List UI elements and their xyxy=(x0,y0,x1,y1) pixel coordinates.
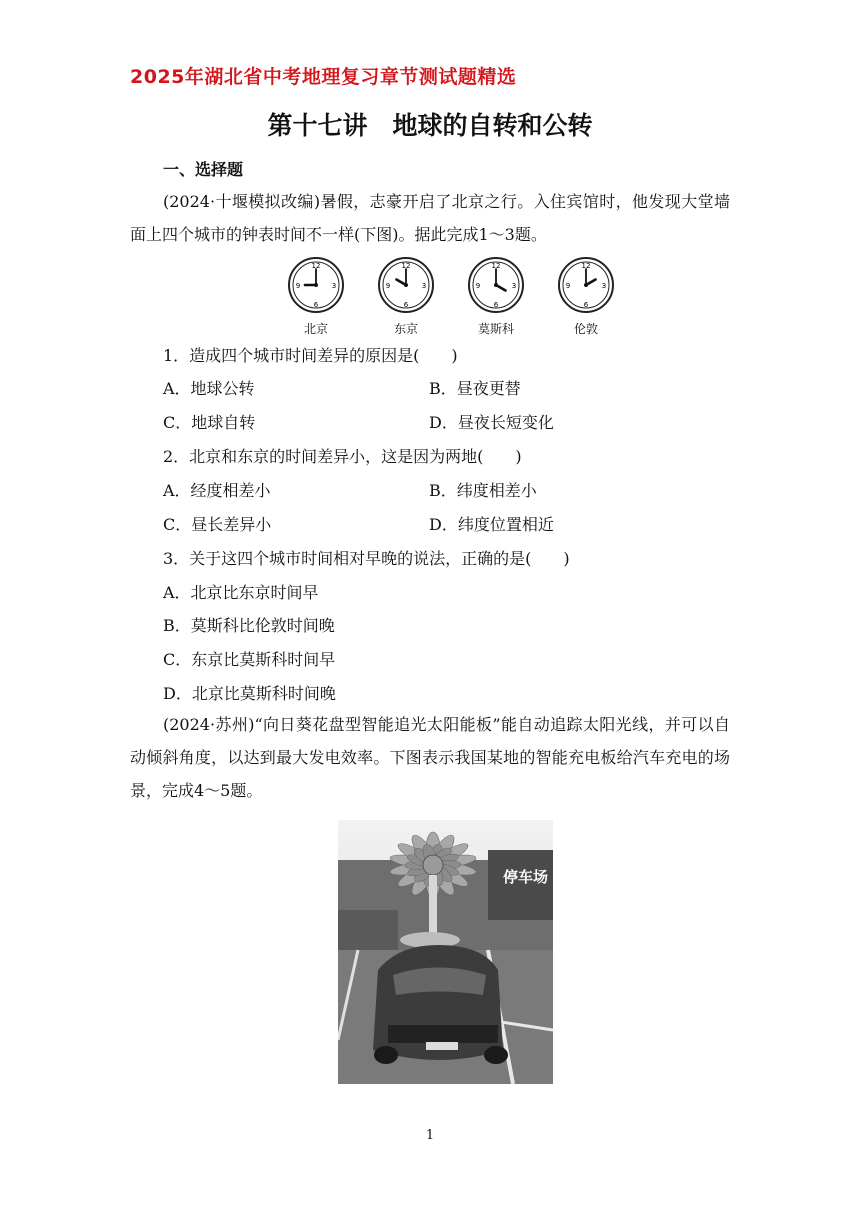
clock-face-icon xyxy=(287,256,345,314)
svg-text:12: 12 xyxy=(401,262,411,270)
svg-text:3: 3 xyxy=(601,282,607,290)
clock-face-icon xyxy=(557,256,615,314)
svg-text:6: 6 xyxy=(583,301,589,309)
question-1-option-a: A．地球公转 xyxy=(163,379,255,398)
solar-charging-photo xyxy=(338,820,553,1084)
question-1-option-b: B．昼夜更替 xyxy=(429,379,521,398)
clock xyxy=(281,256,351,337)
svg-text:6: 6 xyxy=(493,301,499,309)
clock-city-label: 北京 xyxy=(303,322,328,336)
svg-text:6: 6 xyxy=(403,301,409,309)
svg-text:3: 3 xyxy=(331,282,337,290)
question-2-option-d: D．纬度位置相近 xyxy=(429,515,554,534)
clock xyxy=(371,256,441,337)
svg-text:12: 12 xyxy=(491,262,501,270)
svg-text:3: 3 xyxy=(421,282,427,290)
svg-text:3: 3 xyxy=(511,282,517,290)
question-2-option-b: B．纬度相差小 xyxy=(429,481,537,500)
question-2-option-a: A．经度相差小 xyxy=(163,481,271,500)
svg-text:9: 9 xyxy=(565,282,571,290)
question-2-stem: 2．北京和东京的时间差异小，这是因为两地( ) xyxy=(163,447,522,466)
clock-figure xyxy=(281,256,621,336)
question-1-option-d: D．昼夜长短变化 xyxy=(429,413,554,432)
svg-text:12: 12 xyxy=(311,262,321,270)
section-heading: 一、选择题 xyxy=(163,160,244,179)
question-2-option-c: C．昼长差异小 xyxy=(163,515,272,534)
clock-face-icon xyxy=(467,256,525,314)
question-1-stem: 1．造成四个城市时间差异的原因是( ) xyxy=(163,346,458,365)
clock-city-label: 东京 xyxy=(393,322,418,336)
svg-text:9: 9 xyxy=(295,282,301,290)
clock xyxy=(461,256,531,337)
clock xyxy=(551,256,621,337)
question-3-option-b: B．莫斯科比伦敦时间晚 xyxy=(163,616,335,635)
parking-sign-text: 停车场 xyxy=(503,868,549,886)
clock-face-icon xyxy=(377,256,435,314)
svg-text:9: 9 xyxy=(385,282,391,290)
intro-paragraph-1: (2024·十堰模拟改编)暑假，志豪开启了北京之行。入住宾馆时，他发现大堂墙面上四个城市的钟表时间不一样(下图)。据此完成1～3题。 xyxy=(130,192,730,244)
svg-text:6: 6 xyxy=(313,301,319,309)
clock-city-label: 伦敦 xyxy=(573,322,598,336)
question-3-stem: 3．关于这四个城市时间相对早晚的说法，正确的是( ) xyxy=(163,549,570,568)
svg-text:12: 12 xyxy=(581,262,591,270)
page-number: 1 xyxy=(425,1128,435,1143)
question-3-option-d: D．北京比莫斯科时间晚 xyxy=(163,684,336,703)
document-header: 2025年湖北省中考地理复习章节测试题精选 xyxy=(130,66,517,88)
question-3-option-a: A．北京比东京时间早 xyxy=(163,583,319,602)
svg-text:9: 9 xyxy=(475,282,481,290)
clock-city-label: 莫斯科 xyxy=(477,322,514,336)
question-3-option-c: C．东京比莫斯科时间早 xyxy=(163,650,336,669)
intro-paragraph-2: (2024·苏州)“向日葵花盘型智能追光太阳能板”能自动追踪太阳光线，并可以自动倾斜角度，以达到最大发电效率。下图表示我国某地的智能充电板给汽车充电的场景，完成4～5题。 xyxy=(130,715,730,800)
question-1-option-c: C．地球自转 xyxy=(163,413,256,432)
page-title: 第十七讲 地球的自转和公转 xyxy=(267,111,593,140)
